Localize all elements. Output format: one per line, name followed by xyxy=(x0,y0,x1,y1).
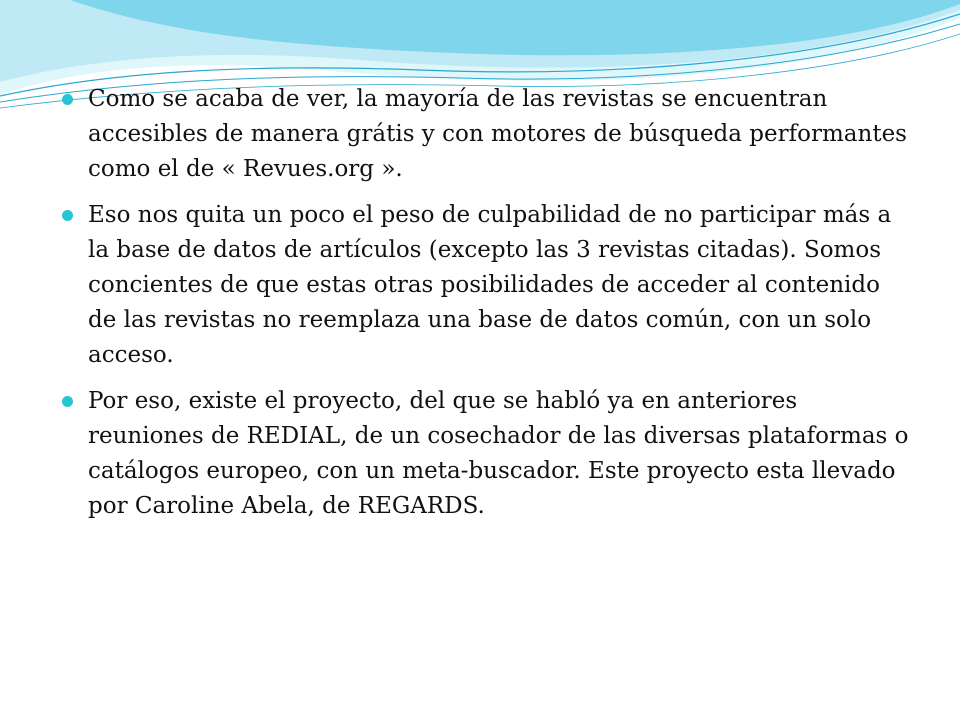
bullet-item xyxy=(60,384,910,524)
bullet-text: Eso nos quita un poco el peso de culpabilidad de no participar más a la base de datos de artículos (excepto las 3 revistas citadas). Somos concientes de que estas otras posibilidades de acceder al contenido de las revistas no reemplaza una base de datos común, con un solo acceso. xyxy=(88,202,892,368)
bullet-text: Por eso, existe el proyecto, del que se habló ya en anteriores reuniones de REDIAL, de un cosechador de las diversas plataformas o catálogos europeo, con un meta-buscador. Este proyecto esta llevado por Caroline Abela, de REGARDS. xyxy=(88,388,909,519)
bullet-text: Como se acaba de ver, la mayoría de las revistas se encuentran accesibles de manera grátis y con motores de búsqueda performantes como el de « Revues.org ». xyxy=(88,86,907,182)
bullet-dot-icon xyxy=(62,396,73,407)
bullet-list xyxy=(60,82,910,524)
bullet-item xyxy=(60,198,910,373)
slide-body xyxy=(60,82,910,535)
bullet-dot-icon xyxy=(62,210,73,221)
bullet-dot-icon xyxy=(62,94,73,105)
bullet-item xyxy=(60,82,910,187)
